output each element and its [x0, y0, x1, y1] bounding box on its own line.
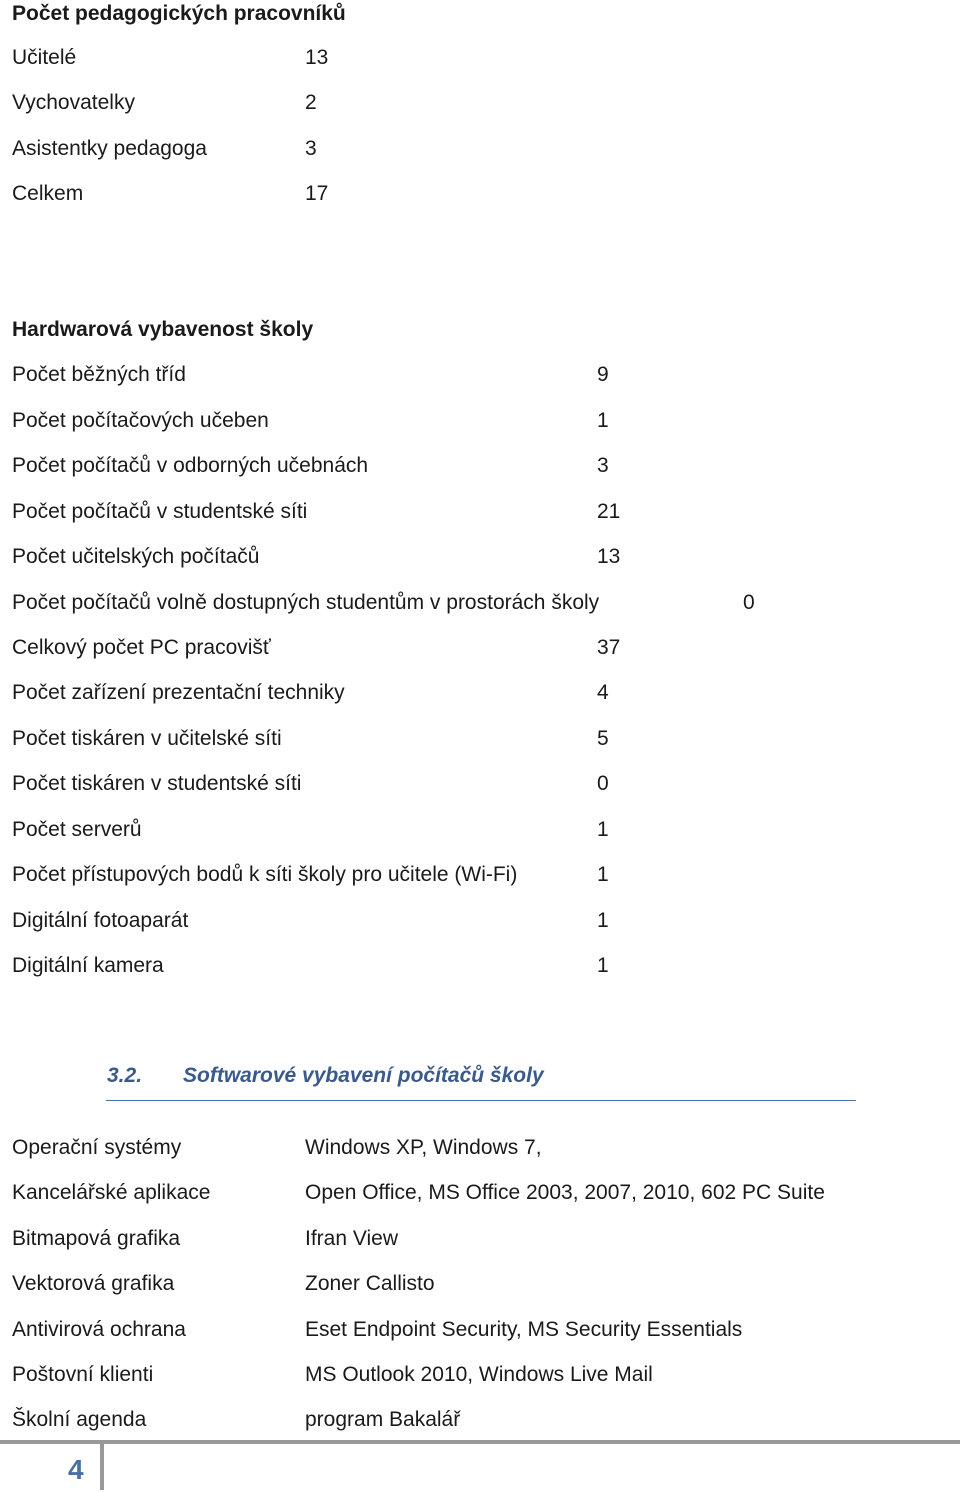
software-value: Open Office, MS Office 2003, 2007, 2010, 602 PC Suite	[305, 1181, 825, 1204]
hardware-value: 1	[597, 863, 609, 886]
hardware-label: Počet serverů	[12, 818, 142, 841]
hardware-value: 9	[597, 363, 609, 386]
hardware-label: Počet přístupových bodů k síti školy pro učitele (Wi-Fi)	[12, 863, 518, 886]
hardware-title: Hardwarová vybavenost školy	[12, 318, 314, 341]
software-label: Kancelářské aplikace	[12, 1181, 211, 1204]
software-label: Operační systémy	[12, 1136, 182, 1159]
staff-value: 2	[305, 91, 317, 114]
hardware-label: Počet tiskáren v studentské síti	[12, 772, 302, 795]
hardware-label: Počet počítačů v studentské síti	[12, 500, 308, 523]
software-value: program Bakalář	[305, 1408, 461, 1431]
hardware-value: 1	[597, 909, 609, 932]
staff-label: Vychovatelky	[12, 91, 135, 114]
hardware-value: 1	[597, 818, 609, 841]
hardware-label: Počet počítačových učeben	[12, 409, 269, 432]
hardware-value: 5	[597, 727, 609, 750]
hardware-value: 3	[597, 454, 609, 477]
hardware-value: 21	[597, 500, 621, 523]
staff-value: 17	[305, 182, 329, 205]
staff-label: Celkem	[12, 182, 84, 205]
hardware-label: Počet zařízení prezentační techniky	[12, 681, 345, 704]
hardware-label: Digitální kamera	[12, 954, 164, 977]
staff-label: Asistentky pedagoga	[12, 137, 207, 160]
hardware-label: Počet tiskáren v učitelské síti	[12, 727, 282, 750]
software-label: Antivirová ochrana	[12, 1318, 186, 1341]
heading-underline	[106, 1100, 856, 1101]
software-value: Eset Endpoint Security, MS Security Essentials	[305, 1318, 743, 1341]
staff-value: 13	[305, 46, 329, 69]
hardware-value: 37	[597, 636, 621, 659]
software-label: Školní agenda	[12, 1408, 147, 1431]
footer-divider	[100, 1440, 104, 1490]
hardware-label: Počet počítačů v odborných učebnách	[12, 454, 369, 477]
software-label: Vektorová grafika	[12, 1272, 175, 1295]
staff-title: Počet pedagogických pracovníků	[12, 2, 346, 25]
hardware-label: Počet učitelských počítačů	[12, 545, 260, 568]
hardware-label: Počet běžných tříd	[12, 363, 186, 386]
staff-value: 3	[305, 137, 317, 160]
software-label: Poštovní klienti	[12, 1363, 154, 1386]
hardware-value: 1	[597, 954, 609, 977]
software-value: MS Outlook 2010, Windows Live Mail	[305, 1363, 653, 1386]
software-title: Softwarové vybavení počítačů školy	[183, 1064, 544, 1087]
software-label: Bitmapová grafika	[12, 1227, 181, 1250]
software-value: Zoner Callisto	[305, 1272, 435, 1295]
hardware-value: 4	[597, 681, 609, 704]
footer-rule	[0, 1440, 960, 1444]
hardware-label: Digitální fotoaparát	[12, 909, 189, 932]
software-value: Ifran View	[305, 1227, 398, 1250]
page-number: 4	[68, 1454, 84, 1485]
software-value: Windows XP, Windows 7,	[305, 1136, 542, 1159]
hardware-value: 0	[597, 772, 609, 795]
hardware-label: Počet počítačů volně dostupných studentům v prostorách školy	[12, 591, 600, 614]
hardware-label: Celkový počet PC pracovišť	[12, 636, 271, 659]
software-section-number: 3.2.	[107, 1064, 143, 1087]
hardware-value: 13	[597, 545, 621, 568]
hardware-value: 0	[743, 591, 755, 614]
hardware-value: 1	[597, 409, 609, 432]
staff-label: Učitelé	[12, 46, 77, 69]
